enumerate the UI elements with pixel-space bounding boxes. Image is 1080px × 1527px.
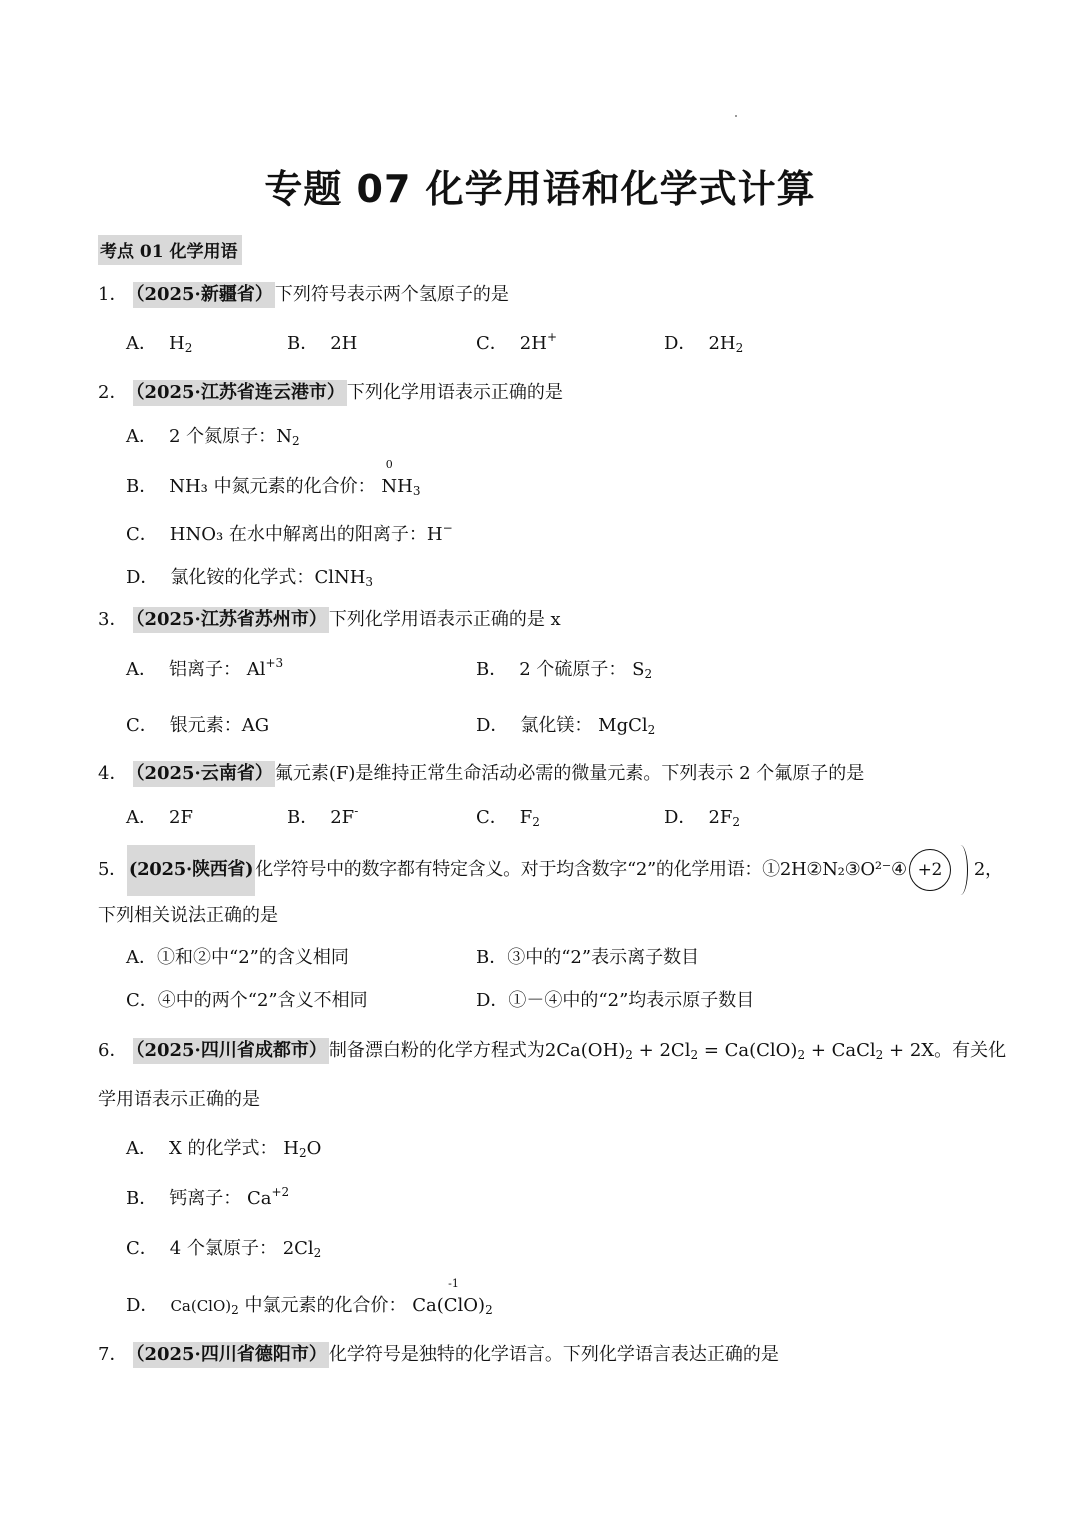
q4-option-d: D． $2F_2$ [664,807,741,829]
q6-option-a: A． X 的化学式： $H_2O$ [126,1138,322,1160]
question-text: 制备漂白粉的化学方程式为 [328,1040,545,1061]
source-tag: （2025·新疆省） [133,282,274,308]
q5-option-c: C．④中的两个“2”含义不相同 [126,990,368,1011]
option-label: B． [126,1188,158,1209]
question-6-line2: 学用语表示正确的是 [98,1089,260,1110]
source-tag: （2025·四川省成都市） [133,1038,328,1064]
question-4 [98,761,864,787]
question-1 [98,282,509,308]
formula: $Ca(ClO)_2$ [170,1297,239,1317]
question-text: 下列化学用语表示正确的是 [346,382,563,403]
source-tag: （2025·江苏省苏州市） [133,607,328,633]
option-label: D． [126,567,159,588]
question-text-tail: 。有关化 [934,1040,1007,1061]
option-text: 中氯元素的化合价： [244,1295,407,1316]
option-label: B． [287,333,319,354]
q3-option-a: A． 铝离子： $Al^{+3}$ [126,656,284,680]
option-text: 银元素：AG [169,715,270,736]
q3-option-b: B． 2 个硫原子： $S_2$ [476,659,653,681]
q6-option-b: B． 钙离子： $Ca^{+2}$ [126,1185,290,1209]
option-text: 4 个氯原子： [169,1238,277,1259]
question-7 [98,1342,779,1368]
q3-option-d: D． 氯化镁： MgCl$_2$ [476,715,656,737]
q4-option-a: A． 2F [126,807,193,828]
q1-option-d: D． $2H_2$ [664,333,744,355]
q3-option-c [126,713,269,739]
question-number: 3． [98,609,128,630]
question-number: 7． [98,1344,128,1365]
option-label: A． [126,1138,157,1159]
page-title: 专题 07 化学用语和化学式计算 [264,167,816,211]
section-heading: 考点 01 化学用语 [98,235,242,265]
q4-option-c: C． $F_2$ [476,807,540,829]
option-label: C． [126,715,158,736]
question-number: 6． [98,1040,128,1061]
question-text: 下列符号表示两个氢原子的是 [274,284,509,305]
option-text: 2 个硫原子： [519,659,627,680]
atom-structure-circle: +2 [909,849,951,891]
q1-option-a: A． $H_2$ [126,333,193,355]
q2-option-d: D． 氯化铵的化学式：ClNH$_3$ [126,567,374,589]
option-text: 钙离子： [169,1188,242,1209]
option-text: 氯化镁： [520,715,593,736]
source-tag: (2025·陕西省) [127,845,255,896]
q6-option-c: C． 4 个氯原子： $2Cl_2$ [126,1238,322,1260]
option-label: D． [126,1295,159,1316]
option-label: B． [476,659,508,680]
option-text: 2 个氮原子： [169,426,277,447]
q2-option-b: B． NH₃ 中氮元素的化合价： 0 $NH_3$ [126,458,421,498]
q4-option-b: B． 2F- [287,804,359,828]
valence-symbol: 0 N [381,458,398,497]
option-text: HNO₃ 在水中解离出的阳离子： [169,524,427,545]
option-label: B． [126,476,158,497]
question-number: 4． [98,763,128,784]
option-text: 铝离子： [169,659,241,680]
option-label: A． [126,426,157,447]
q1-option-b: B． 2H [287,333,358,354]
option-label: A． [126,807,157,828]
source-tag: （2025·云南省） [133,761,274,787]
question-5 [98,845,1003,895]
option-text: X 的化学式： [169,1138,278,1159]
q5-option-b: B．③中的“2”表示离子数目 [476,947,700,968]
source-tag: （2025·江苏省连云港市） [133,380,346,406]
valence-symbol: -1 Cl [443,1277,464,1316]
question-3 [98,607,561,633]
q2-option-a: A． 2 个氮原子：$N_2$ [126,426,300,448]
valence-value: 0 [385,458,393,471]
scan-speck [735,115,737,117]
chemical-equation: $2Ca(OH)_2 + 2Cl_2 = Ca(ClO)_2$ + CaCl$_2$ + 2X [544,1040,935,1062]
option-text: NH₃ 中氮元素的化合价： [169,476,376,497]
question-2 [98,380,563,406]
option-label: D． [664,333,697,354]
question-text: 氟元素(F)是维持正常生命活动必需的微量元素。下列表示 2 个氟原子的是 [274,763,865,784]
q5-option-d: D．①－④中的“2”均表示原子数目 [476,990,755,1011]
q2-option-c: C． HNO₃ 在水中解离出的阳离子：H− [126,521,453,545]
option-label: A． [126,659,157,680]
option-label: C． [126,524,158,545]
question-number: 5． [98,859,127,880]
option-label: C． [126,1238,158,1259]
question-text: 化学符号中的数字都有特定含义。对于均含数字“2”的化学用语：①2H②N₂③O²⁻④ [255,859,907,880]
valence-value: -1 [448,1277,459,1290]
option-label: A． [126,333,157,354]
question-text: 化学符号是独特的化学语言。下列化学语言表达正确的是 [328,1344,779,1365]
electron-shell-arc [953,845,968,895]
option-label: D． [476,715,509,736]
question-6 [98,1038,1006,1064]
option-label: B． [287,807,319,828]
q6-option-d: D． $Ca(ClO)_2$ 中氯元素的化合价： Ca( -1 $ClO)_2$ [126,1277,493,1317]
question-text-tail: 2， [973,859,1003,880]
option-label: C． [476,807,508,828]
source-tag: （2025·四川省德阳市） [133,1342,328,1368]
q1-option-c: C． 2H+ [476,330,557,354]
question-number: 1． [98,284,128,305]
option-label: C． [476,333,508,354]
question-number: 2． [98,382,128,403]
option-label: D． [664,807,697,828]
question-text: 下列化学用语表示正确的是 x [328,609,561,630]
option-text: 氯化铵的化学式： [170,567,315,588]
question-5-line2: 下列相关说法正确的是 [98,905,278,926]
q5-option-a: A．①和②中“2”的含义相同 [126,947,349,968]
